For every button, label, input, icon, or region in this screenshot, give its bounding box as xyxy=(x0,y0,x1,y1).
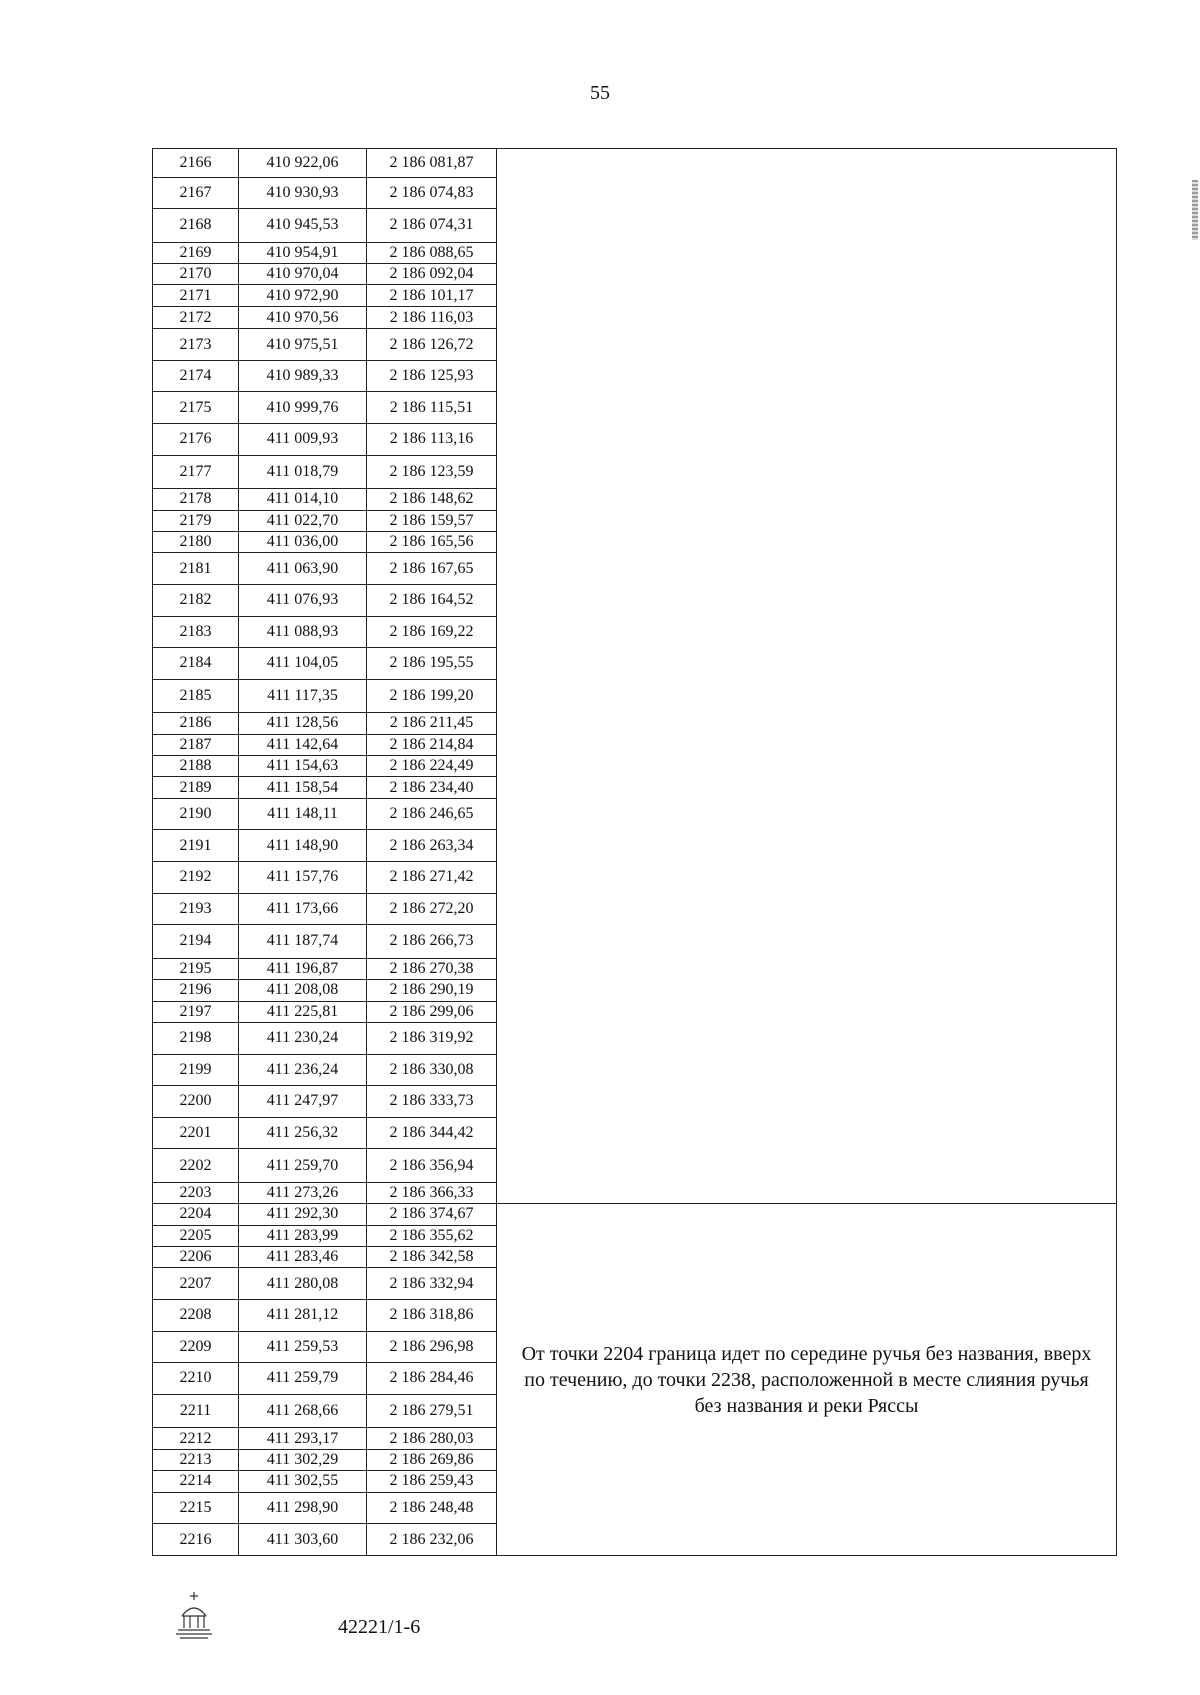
point-number: 2185 xyxy=(153,679,239,713)
x-coordinate: 411 256,32 xyxy=(239,1117,367,1149)
x-coordinate: 411 302,55 xyxy=(239,1471,367,1492)
x-coordinate: 411 022,70 xyxy=(239,510,367,531)
stamp-logo-icon xyxy=(172,1588,216,1642)
x-coordinate: 411 292,30 xyxy=(239,1204,367,1225)
x-coordinate: 411 302,29 xyxy=(239,1449,367,1470)
y-coordinate: 2 186 272,20 xyxy=(367,893,497,925)
y-coordinate: 2 186 195,55 xyxy=(367,648,497,680)
x-coordinate: 411 157,76 xyxy=(239,862,367,894)
point-number: 2202 xyxy=(153,1149,239,1183)
x-coordinate: 411 293,17 xyxy=(239,1428,367,1449)
point-number: 2171 xyxy=(153,285,239,306)
point-number: 2167 xyxy=(153,177,239,209)
y-coordinate: 2 186 148,62 xyxy=(367,489,497,510)
x-coordinate: 411 148,90 xyxy=(239,830,367,862)
y-coordinate: 2 186 259,43 xyxy=(367,1471,497,1492)
y-coordinate: 2 186 101,17 xyxy=(367,285,497,306)
point-number: 2200 xyxy=(153,1086,239,1118)
x-coordinate: 411 225,81 xyxy=(239,1001,367,1022)
point-number: 2190 xyxy=(153,798,239,830)
point-number: 2186 xyxy=(153,713,239,734)
x-coordinate: 411 018,79 xyxy=(239,455,367,489)
x-coordinate: 411 173,66 xyxy=(239,893,367,925)
y-coordinate: 2 186 280,03 xyxy=(367,1428,497,1449)
coordinates-table xyxy=(152,148,1117,1556)
boundary-description-empty xyxy=(497,149,1117,1204)
table-row xyxy=(153,1204,1117,1225)
y-coordinate: 2 186 342,58 xyxy=(367,1247,497,1268)
x-coordinate: 411 036,00 xyxy=(239,531,367,552)
point-number: 2179 xyxy=(153,510,239,531)
x-coordinate: 411 154,63 xyxy=(239,756,367,777)
y-coordinate: 2 186 271,42 xyxy=(367,862,497,894)
y-coordinate: 2 186 224,49 xyxy=(367,756,497,777)
y-coordinate: 2 186 159,57 xyxy=(367,510,497,531)
point-number: 2177 xyxy=(153,455,239,489)
point-number: 2180 xyxy=(153,531,239,552)
x-coordinate: 410 970,04 xyxy=(239,264,367,285)
y-coordinate: 2 186 125,93 xyxy=(367,360,497,392)
y-coordinate: 2 186 333,73 xyxy=(367,1086,497,1118)
y-coordinate: 2 186 374,67 xyxy=(367,1204,497,1225)
x-coordinate: 411 088,93 xyxy=(239,616,367,648)
y-coordinate: 2 186 164,52 xyxy=(367,584,497,616)
x-coordinate: 411 280,08 xyxy=(239,1268,367,1300)
point-number: 2192 xyxy=(153,862,239,894)
x-coordinate: 411 283,99 xyxy=(239,1225,367,1246)
point-number: 2206 xyxy=(153,1247,239,1268)
y-coordinate: 2 186 074,83 xyxy=(367,177,497,209)
point-number: 2184 xyxy=(153,648,239,680)
y-coordinate: 2 186 248,48 xyxy=(367,1492,497,1524)
table-row xyxy=(153,149,1117,178)
point-number: 2188 xyxy=(153,756,239,777)
point-number: 2214 xyxy=(153,1471,239,1492)
point-number: 2216 xyxy=(153,1524,239,1556)
x-coordinate: 410 930,93 xyxy=(239,177,367,209)
point-number: 2182 xyxy=(153,584,239,616)
y-coordinate: 2 186 356,94 xyxy=(367,1149,497,1183)
point-number: 2176 xyxy=(153,424,239,456)
x-coordinate: 411 208,08 xyxy=(239,980,367,1001)
x-coordinate: 410 989,33 xyxy=(239,360,367,392)
x-coordinate: 410 954,91 xyxy=(239,242,367,263)
x-coordinate: 411 247,97 xyxy=(239,1086,367,1118)
y-coordinate: 2 186 269,86 xyxy=(367,1449,497,1470)
y-coordinate: 2 186 263,34 xyxy=(367,830,497,862)
x-coordinate: 411 298,90 xyxy=(239,1492,367,1524)
y-coordinate: 2 186 081,87 xyxy=(367,149,497,178)
y-coordinate: 2 186 319,92 xyxy=(367,1022,497,1054)
point-number: 2207 xyxy=(153,1268,239,1300)
y-coordinate: 2 186 290,19 xyxy=(367,980,497,1001)
x-coordinate: 411 014,10 xyxy=(239,489,367,510)
point-number: 2178 xyxy=(153,489,239,510)
x-coordinate: 411 268,66 xyxy=(239,1394,367,1428)
y-coordinate: 2 186 296,98 xyxy=(367,1331,497,1363)
point-number: 2215 xyxy=(153,1492,239,1524)
x-coordinate: 411 230,24 xyxy=(239,1022,367,1054)
table-body xyxy=(153,149,1117,1556)
x-coordinate: 410 975,51 xyxy=(239,329,367,361)
y-coordinate: 2 186 284,46 xyxy=(367,1363,497,1395)
x-coordinate: 411 142,64 xyxy=(239,734,367,755)
point-number: 2169 xyxy=(153,242,239,263)
y-coordinate: 2 186 332,94 xyxy=(367,1268,497,1300)
y-coordinate: 2 186 214,84 xyxy=(367,734,497,755)
y-coordinate: 2 186 279,51 xyxy=(367,1394,497,1428)
x-coordinate: 411 063,90 xyxy=(239,553,367,585)
y-coordinate: 2 186 232,06 xyxy=(367,1524,497,1556)
y-coordinate: 2 186 074,31 xyxy=(367,209,497,243)
point-number: 2168 xyxy=(153,209,239,243)
point-number: 2208 xyxy=(153,1300,239,1332)
x-coordinate: 411 303,60 xyxy=(239,1524,367,1556)
y-coordinate: 2 186 088,65 xyxy=(367,242,497,263)
point-number: 2170 xyxy=(153,264,239,285)
y-coordinate: 2 186 270,38 xyxy=(367,958,497,979)
x-coordinate: 411 187,74 xyxy=(239,925,367,959)
y-coordinate: 2 186 123,59 xyxy=(367,455,497,489)
point-number: 2194 xyxy=(153,925,239,959)
y-coordinate: 2 186 318,86 xyxy=(367,1300,497,1332)
point-number: 2196 xyxy=(153,980,239,1001)
x-coordinate: 410 972,90 xyxy=(239,285,367,306)
y-coordinate: 2 186 211,45 xyxy=(367,713,497,734)
point-number: 2201 xyxy=(153,1117,239,1149)
x-coordinate: 411 259,79 xyxy=(239,1363,367,1395)
point-number: 2198 xyxy=(153,1022,239,1054)
point-number: 2181 xyxy=(153,553,239,585)
y-coordinate: 2 186 266,73 xyxy=(367,925,497,959)
y-coordinate: 2 186 355,62 xyxy=(367,1225,497,1246)
point-number: 2175 xyxy=(153,392,239,424)
page-number: 55 xyxy=(590,82,610,104)
y-coordinate: 2 186 116,03 xyxy=(367,306,497,328)
point-number: 2187 xyxy=(153,734,239,755)
y-coordinate: 2 186 115,51 xyxy=(367,392,497,424)
x-coordinate: 411 259,53 xyxy=(239,1331,367,1363)
point-number: 2211 xyxy=(153,1394,239,1428)
y-coordinate: 2 186 299,06 xyxy=(367,1001,497,1022)
y-coordinate: 2 186 165,56 xyxy=(367,531,497,552)
y-coordinate: 2 186 234,40 xyxy=(367,777,497,798)
document-code: 42221/1-6 xyxy=(338,1616,421,1638)
point-number: 2166 xyxy=(153,149,239,178)
x-coordinate: 411 196,87 xyxy=(239,958,367,979)
point-number: 2213 xyxy=(153,1449,239,1470)
point-number: 2173 xyxy=(153,329,239,361)
x-coordinate: 410 999,76 xyxy=(239,392,367,424)
point-number: 2172 xyxy=(153,306,239,328)
scan-artifact xyxy=(1192,180,1198,240)
point-number: 2189 xyxy=(153,777,239,798)
x-coordinate: 410 970,56 xyxy=(239,306,367,328)
x-coordinate: 411 281,12 xyxy=(239,1300,367,1332)
x-coordinate: 411 128,56 xyxy=(239,713,367,734)
x-coordinate: 411 158,54 xyxy=(239,777,367,798)
point-number: 2205 xyxy=(153,1225,239,1246)
boundary-description: От точки 2204 граница идет по середине ручья без названия, вверх по течению, до точки 2238, расположенной в месте слияния ручья без названия и реки Ряссы xyxy=(497,1204,1117,1556)
y-coordinate: 2 186 246,65 xyxy=(367,798,497,830)
y-coordinate: 2 186 126,72 xyxy=(367,329,497,361)
x-coordinate: 410 945,53 xyxy=(239,209,367,243)
y-coordinate: 2 186 113,16 xyxy=(367,424,497,456)
x-coordinate: 411 273,26 xyxy=(239,1182,367,1203)
y-coordinate: 2 186 344,42 xyxy=(367,1117,497,1149)
point-number: 2191 xyxy=(153,830,239,862)
x-coordinate: 411 009,93 xyxy=(239,424,367,456)
x-coordinate: 411 259,70 xyxy=(239,1149,367,1183)
x-coordinate: 411 148,11 xyxy=(239,798,367,830)
point-number: 2203 xyxy=(153,1182,239,1203)
y-coordinate: 2 186 199,20 xyxy=(367,679,497,713)
point-number: 2197 xyxy=(153,1001,239,1022)
point-number: 2212 xyxy=(153,1428,239,1449)
point-number: 2204 xyxy=(153,1204,239,1225)
y-coordinate: 2 186 092,04 xyxy=(367,264,497,285)
point-number: 2193 xyxy=(153,893,239,925)
point-number: 2183 xyxy=(153,616,239,648)
x-coordinate: 410 922,06 xyxy=(239,149,367,178)
y-coordinate: 2 186 330,08 xyxy=(367,1054,497,1086)
point-number: 2174 xyxy=(153,360,239,392)
point-number: 2209 xyxy=(153,1331,239,1363)
y-coordinate: 2 186 167,65 xyxy=(367,553,497,585)
x-coordinate: 411 076,93 xyxy=(239,584,367,616)
y-coordinate: 2 186 366,33 xyxy=(367,1182,497,1203)
point-number: 2195 xyxy=(153,958,239,979)
point-number: 2199 xyxy=(153,1054,239,1086)
x-coordinate: 411 104,05 xyxy=(239,648,367,680)
y-coordinate: 2 186 169,22 xyxy=(367,616,497,648)
x-coordinate: 411 117,35 xyxy=(239,679,367,713)
point-number: 2210 xyxy=(153,1363,239,1395)
x-coordinate: 411 236,24 xyxy=(239,1054,367,1086)
x-coordinate: 411 283,46 xyxy=(239,1247,367,1268)
